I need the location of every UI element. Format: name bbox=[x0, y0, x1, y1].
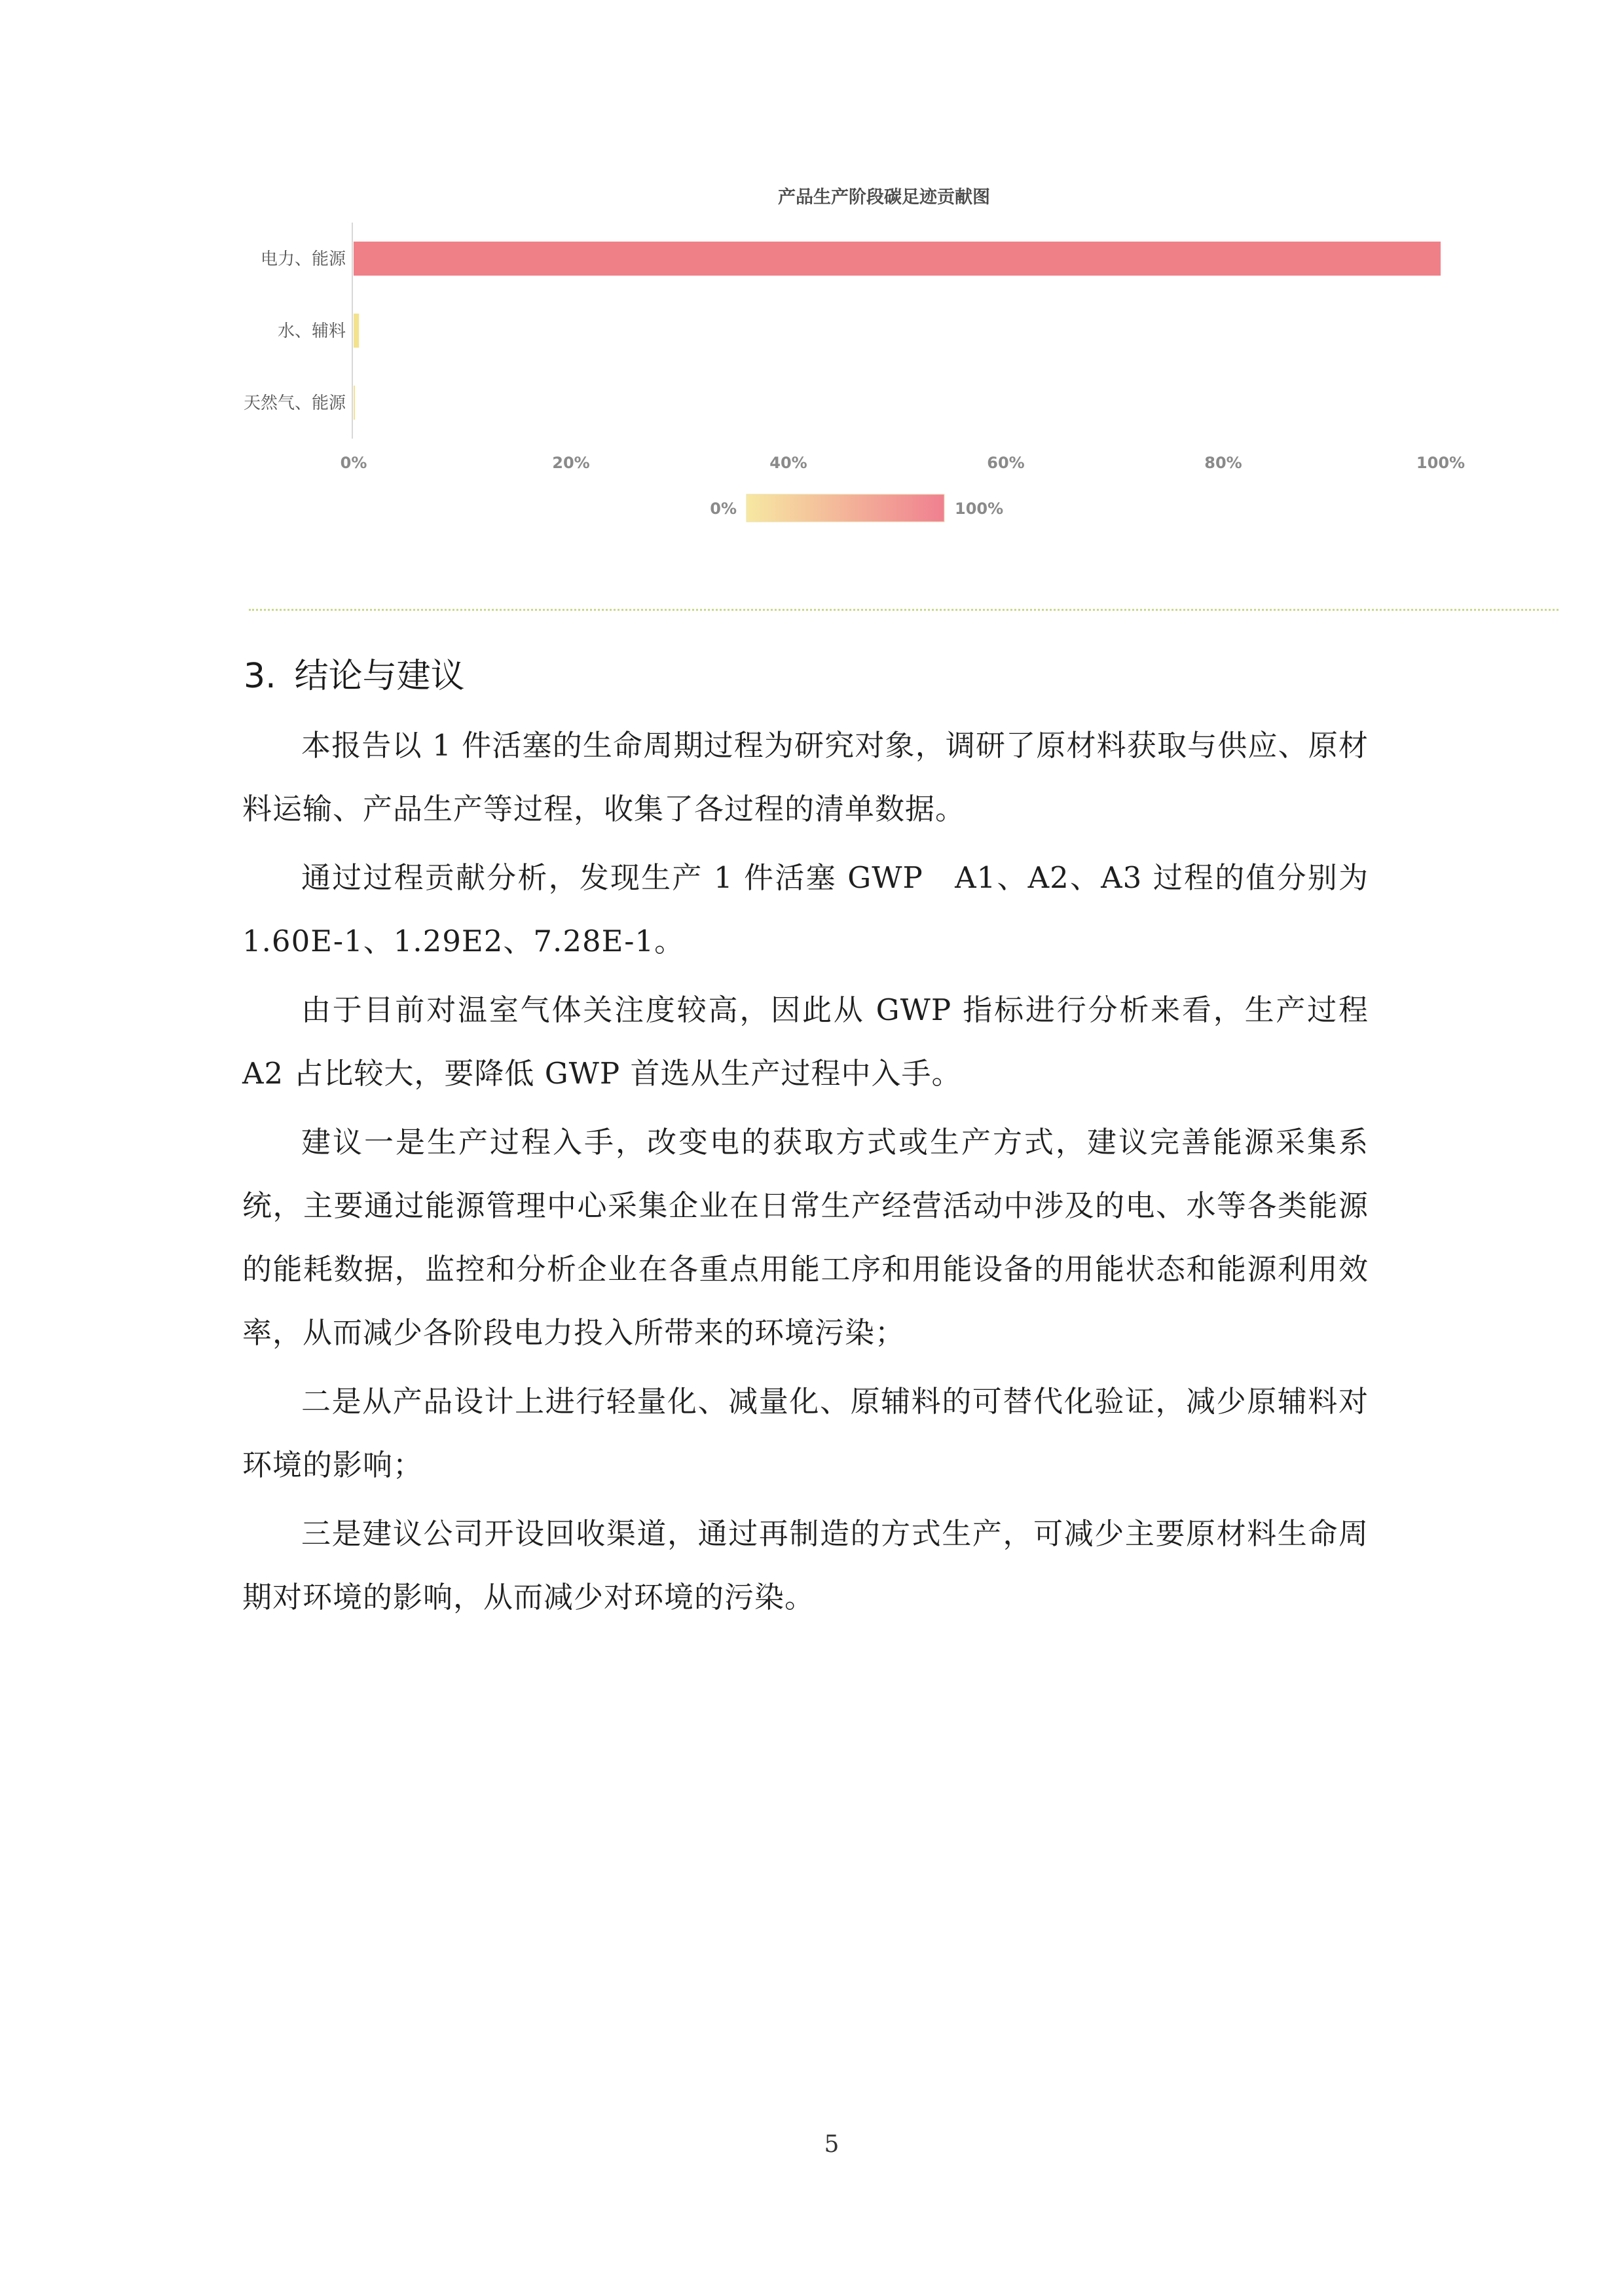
category-label: 天然气、能源 bbox=[243, 393, 346, 413]
x-tick-label: 40% bbox=[769, 454, 807, 472]
section-number: 3. bbox=[244, 657, 276, 696]
chart-title: 产品生产阶段碳足迹贡献图 bbox=[778, 187, 990, 208]
x-tick-label: 20% bbox=[552, 454, 590, 472]
legend-min-label: 0% bbox=[710, 500, 737, 518]
contribution-chart bbox=[236, 170, 1519, 550]
section-divider bbox=[249, 609, 1559, 611]
x-axis-ticks bbox=[341, 454, 1465, 472]
paragraph: 通过过程贡献分析，发现生产 1 件活塞 GWP A1、A2、A3 过程的值分别为 1.60E-1、1.29E2、7.28E-1。 bbox=[242, 860, 1369, 958]
paragraph: 二是从产品设计上进行轻量化、减量化、原辅料的可替代化验证，减少原辅料对环境的影响； bbox=[242, 1384, 1369, 1482]
x-tick-label: 0% bbox=[340, 454, 367, 472]
x-tick-label: 80% bbox=[1204, 454, 1242, 472]
legend-max-label: 100% bbox=[955, 500, 1004, 518]
legend-gradient-bar bbox=[747, 494, 944, 522]
paragraph: 本报告以 1 件活塞的生命周期过程为研究对象，调研了原材料获取与供应、原材料运输、产品生产等过程，收集了各过程的清单数据。 bbox=[242, 728, 1369, 826]
bar bbox=[354, 314, 359, 348]
paragraph: 三是建议公司开设回收渠道，通过再制造的方式生产，可减少主要原材料生命周期对环境的影响，从而减少对环境的污染。 bbox=[242, 1516, 1369, 1614]
paragraph: 建议一是生产过程入手，改变电的获取方式或生产方式，建议完善能源采集系统，主要通过能源管理中心采集企业在日常生产经营活动中涉及的电、水等各类能源的能耗数据，监控和分析企业在各重点用能工序和用能设备的用能状态和能源利用效率，从而减少各阶段电力投入所带来的环境污染； bbox=[242, 1125, 1369, 1350]
bars-group bbox=[354, 242, 1441, 420]
chart-legend bbox=[710, 494, 1003, 522]
x-tick-label: 60% bbox=[987, 454, 1025, 472]
bar bbox=[354, 386, 355, 420]
paragraph: 由于目前对温室气体关注度较高，因此从 GWP 指标进行分析来看，生产过程 A2 占比较大，要降低 GWP 首选从生产过程中入手。 bbox=[242, 993, 1369, 1091]
category-label: 电力、能源 bbox=[260, 249, 346, 269]
chart-svg bbox=[236, 170, 1519, 550]
section-title: 结论与建议 bbox=[294, 657, 465, 696]
bar bbox=[354, 242, 1441, 276]
category-label: 水、辅料 bbox=[277, 321, 346, 341]
x-tick-label: 100% bbox=[1416, 454, 1466, 472]
body-text bbox=[242, 714, 1369, 1634]
category-labels bbox=[244, 249, 346, 413]
page-number: 5 bbox=[824, 2131, 840, 2158]
section-heading bbox=[244, 648, 465, 697]
